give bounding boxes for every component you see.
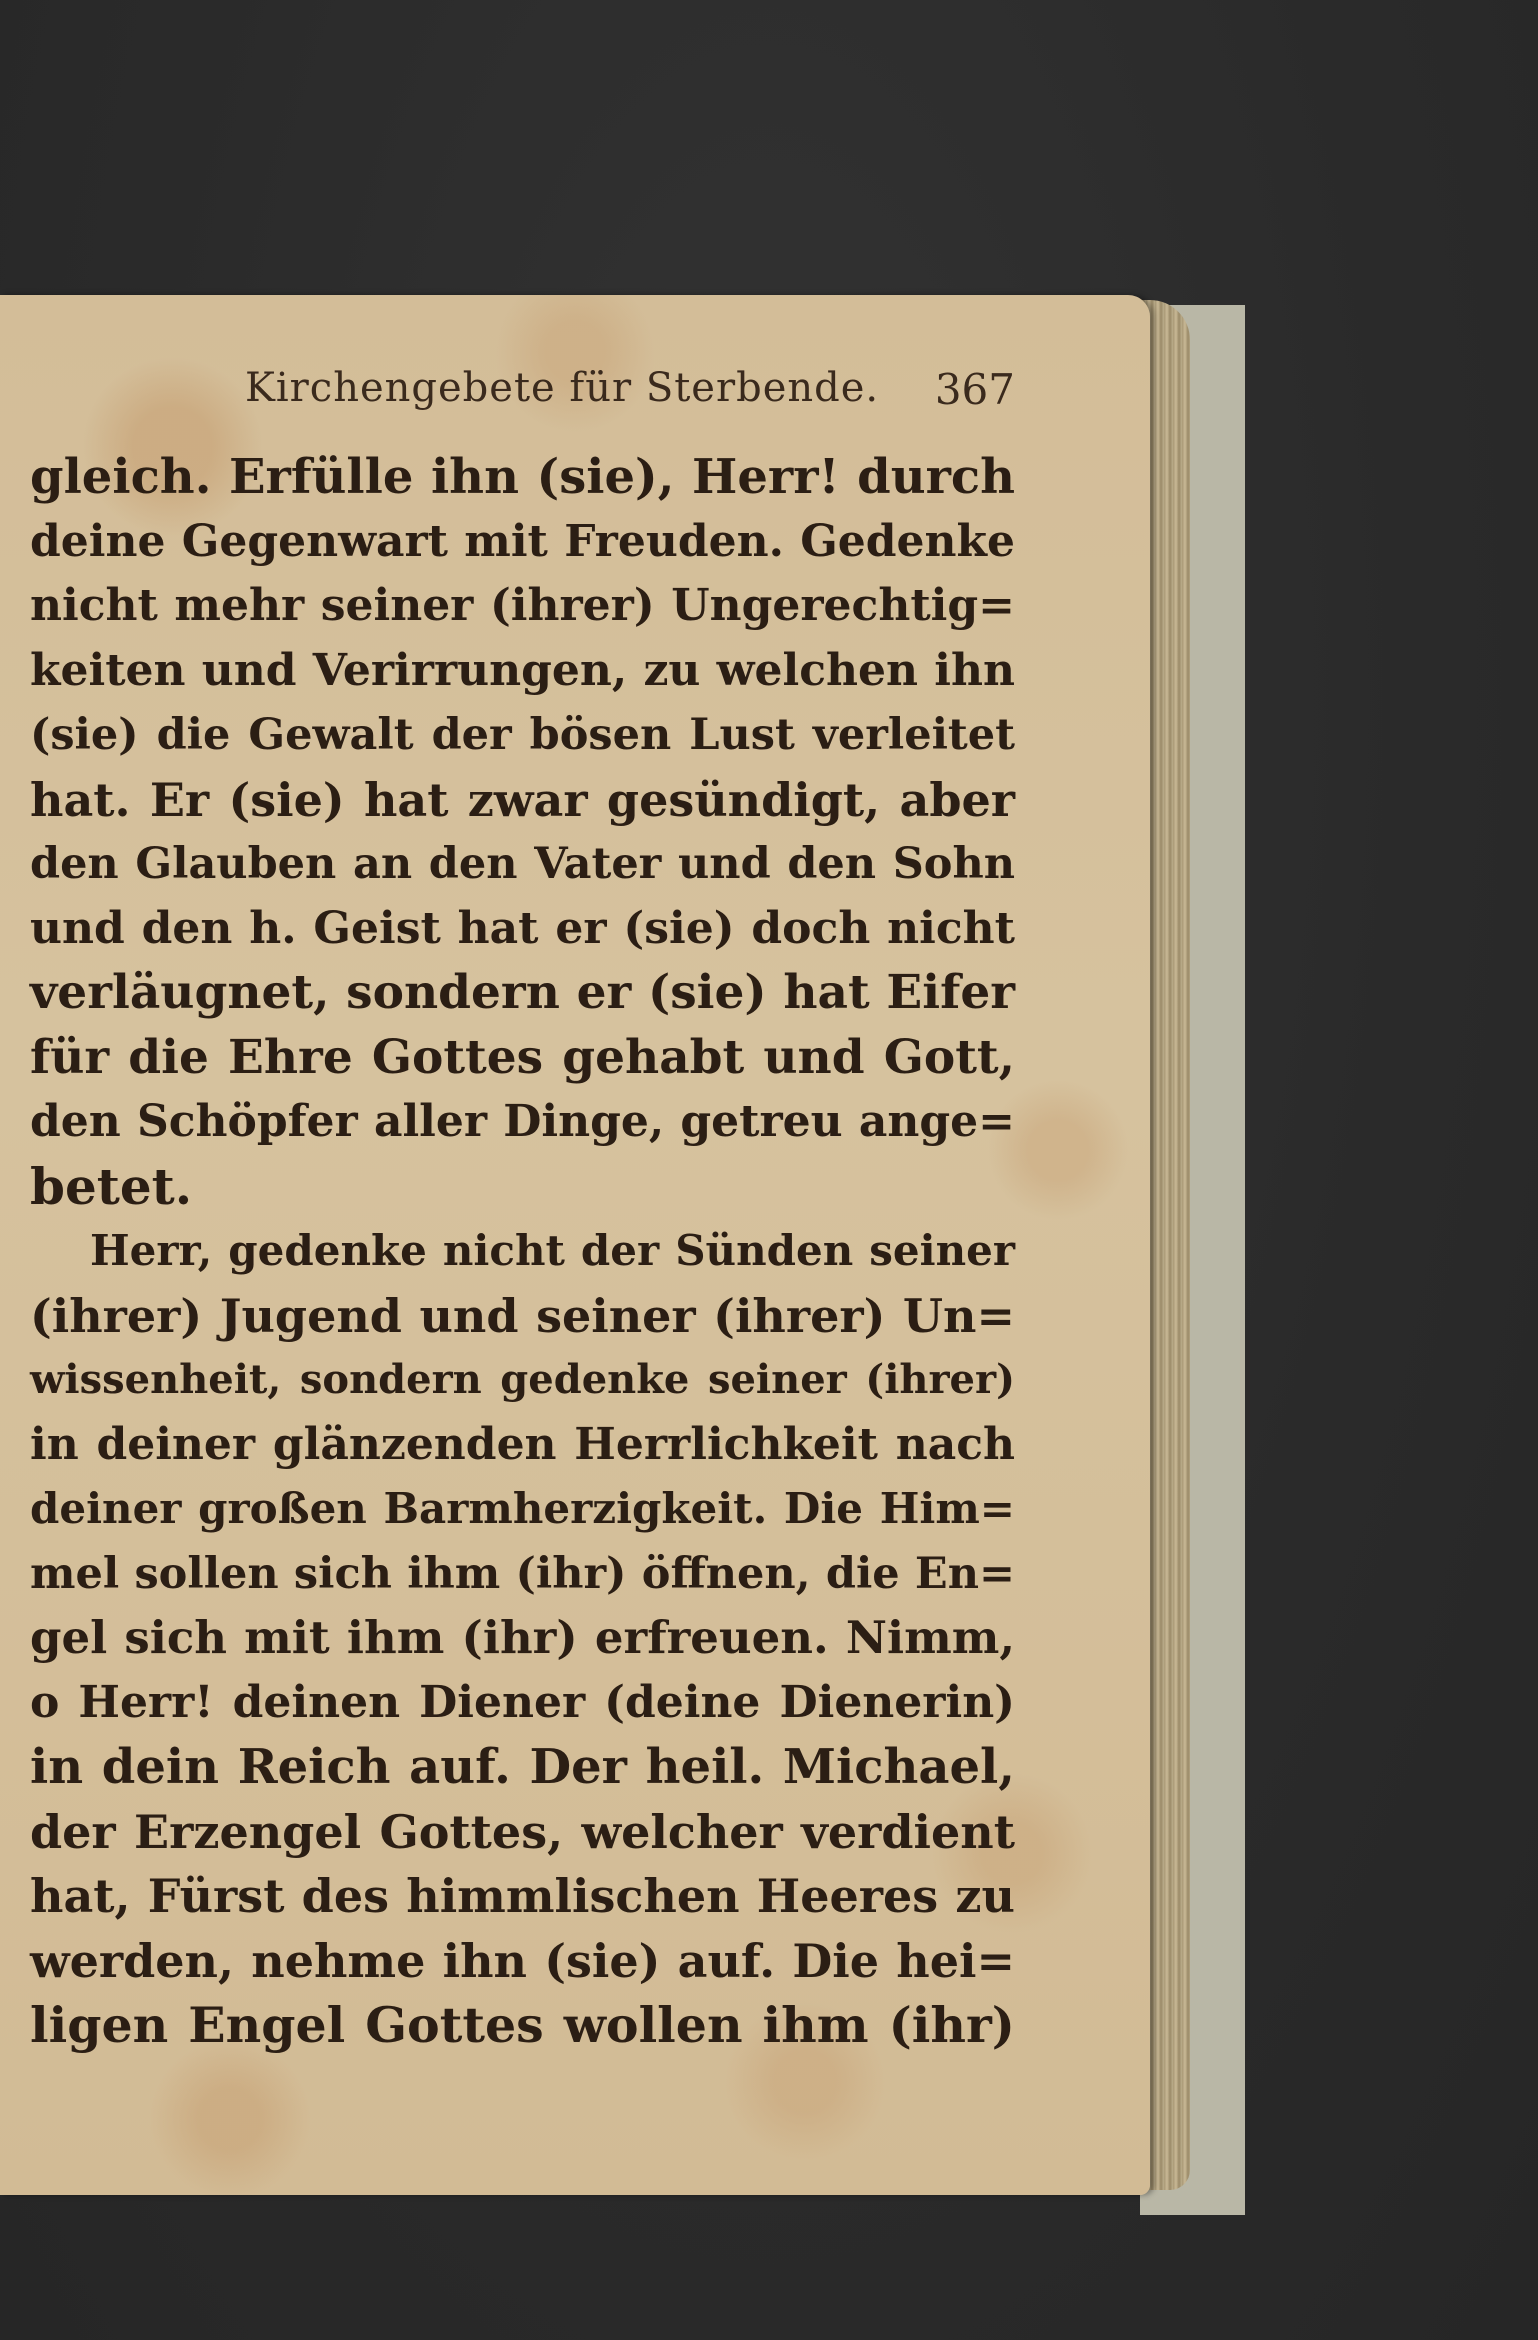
text-line: gleich. Erfülle ihn (sie), Herr! durch <box>30 449 1015 505</box>
text-line: ligen Engel Gottes wollen ihm (ihr) <box>30 1996 1015 2054</box>
text-line: (sie) die Gewalt der bösen Lust verleitet <box>30 710 1015 760</box>
text-line: in dein Reich auf. Der heil. Michael, <box>30 1739 1015 1795</box>
text-line: hat. Er (sie) hat zwar gesündigt, aber <box>30 772 1015 827</box>
book-page <box>0 295 1150 2195</box>
text-line: den Schöpfer aller Dinge, getreu ange= <box>30 1096 1015 1147</box>
text-line: der Erzengel Gottes, welcher verdient <box>30 1804 1015 1859</box>
page-header <box>245 365 1015 425</box>
text-line: in deiner glänzenden Herrlichkeit nach <box>30 1418 1015 1470</box>
body-text <box>30 445 1015 2058</box>
text-line: werden, nehme ihn (sie) auf. Die hei= <box>30 1933 1015 1988</box>
text-line: den Glauben an den Vater und den Sohn <box>30 839 1015 889</box>
text-line: (ihrer) Jugend und seiner (ihrer) Un= <box>30 1288 1015 1343</box>
text-line: o Herr! deinen Diener (deine Dienerin) <box>30 1676 1015 1728</box>
text-line: Herr, gedenke nicht der Sünden seiner <box>90 1226 1015 1275</box>
text-line: verläugnet, sondern er (sie) hat Eifer <box>30 965 1015 1020</box>
text-line: mel sollen sich ihm (ihr) öffnen, die En= <box>30 1548 1015 1599</box>
text-line: gel sich mit ihm (ihr) erfreuen. Nimm, <box>30 1611 1015 1664</box>
text-line: deiner großen Barmherzigkeit. Die Him= <box>30 1484 1015 1533</box>
text-line: für die Ehre Gottes gehabt und Gott, <box>30 1029 1015 1085</box>
text-line: hat, Fürst des himmlischen Heeres zu <box>30 1869 1015 1923</box>
text-line: deine Gegenwart mit Freuden. Gedenke <box>30 515 1015 567</box>
text-line: nicht mehr seiner (ihrer) Ungerechtig= <box>30 580 1015 631</box>
text-line: und den h. Geist hat er (sie) doch nicht <box>30 902 1015 954</box>
text-line: betet. <box>30 1156 193 1216</box>
page-number: 367 <box>934 365 1015 414</box>
running-title: Kirchengebete für Sterbende. <box>245 365 880 411</box>
text-line: wissenheit, sondern gedenke seiner (ihrer) <box>30 1356 1015 1403</box>
text-line: keiten und Verirrungen, zu welchen ihn <box>30 644 1015 696</box>
